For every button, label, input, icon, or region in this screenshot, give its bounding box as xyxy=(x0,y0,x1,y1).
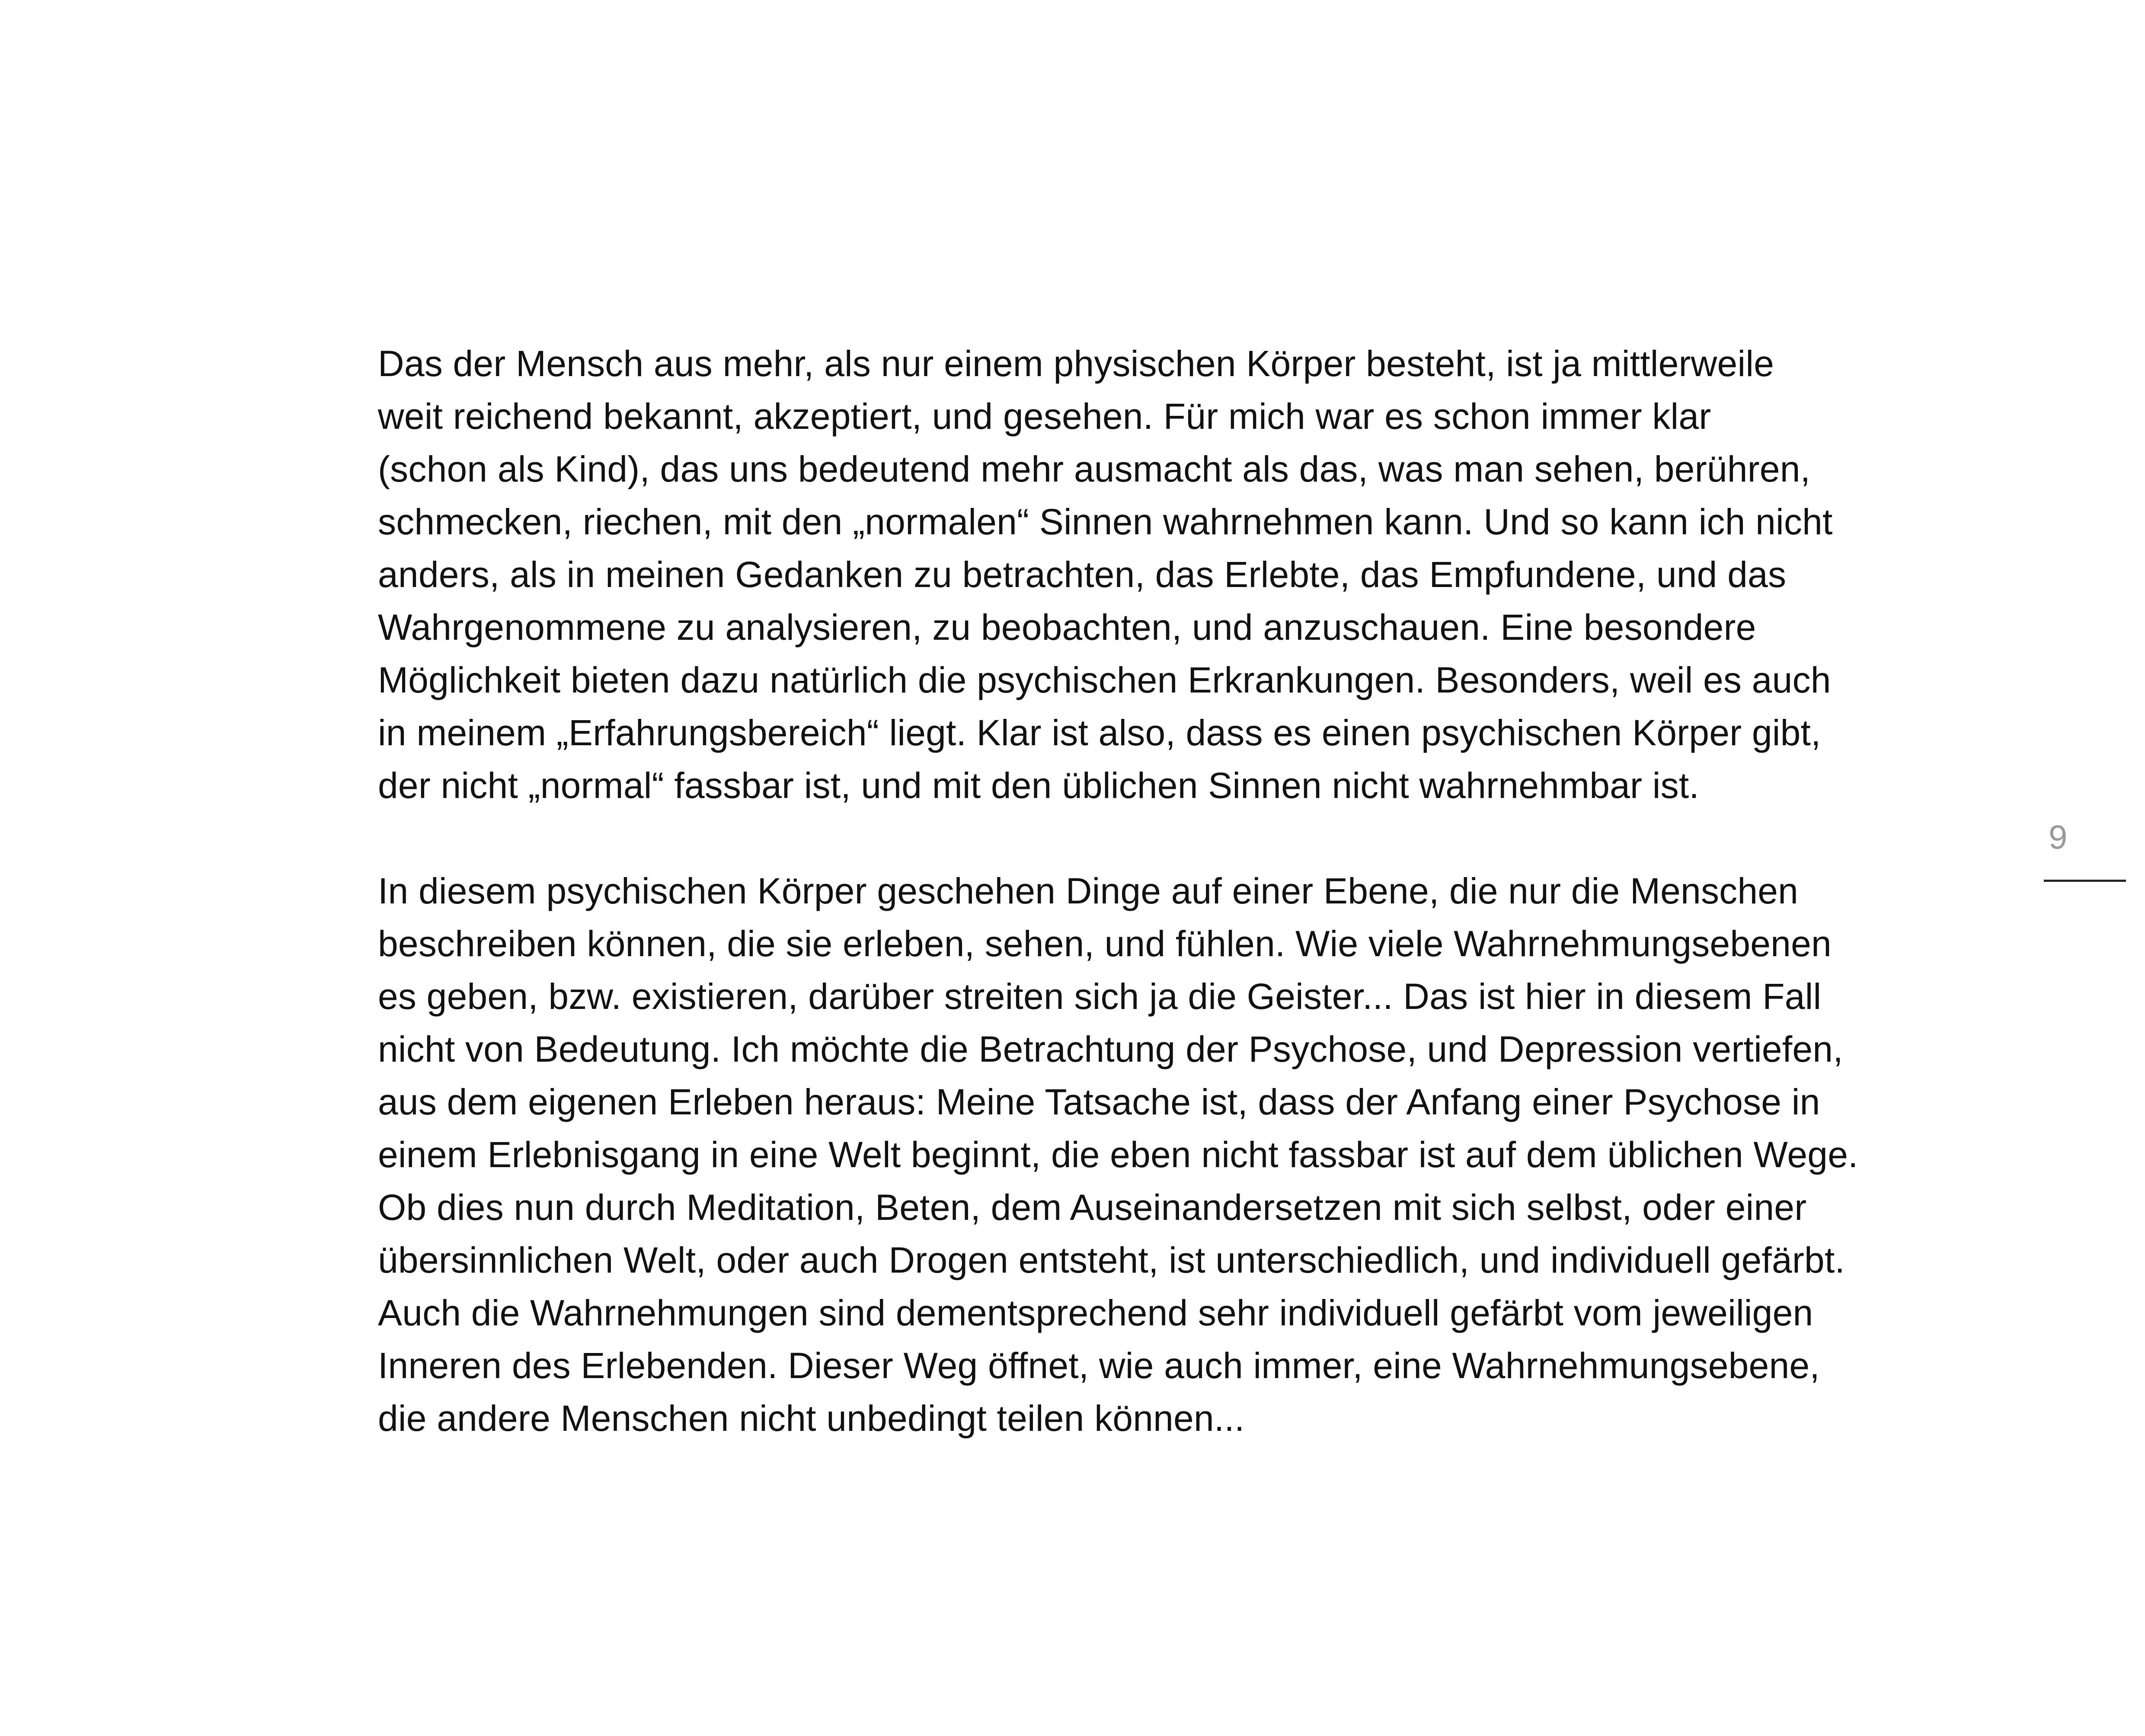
paragraph-line: die andere Menschen nicht unbedingt teilen können... xyxy=(378,1398,1245,1439)
paragraph-line: es geben, bzw. existieren, darüber streiten sich ja die Geister... Das ist hier in diesem Fall xyxy=(378,976,1822,1017)
paragraph-line: Auch die Wahrnehmungen sind dementsprechend sehr individuell gefärbt vom jeweiligen xyxy=(378,1292,1813,1333)
paragraph-line: Inneren des Erlebenden. Dieser Weg öffnet, wie auch immer, eine Wahrnehmungsebene, xyxy=(378,1345,1820,1386)
paragraph-line: schmecken, riechen, mit den „normalen“ Sinnen wahrnehmen kann. Und so kann ich nicht xyxy=(378,501,1833,542)
paragraph-line: nicht von Bedeutung. Ich möchte die Betrachtung der Psychose, und Depression vertiefen, xyxy=(378,1029,1843,1069)
page-number: 9 xyxy=(2049,818,2068,856)
paragraph-line: der nicht „normal“ fassbar ist, und mit den üblichen Sinnen nicht wahrnehmbar ist. xyxy=(378,765,1699,806)
page-number-rule xyxy=(2044,880,2126,882)
paragraph-line: einem Erlebnisgang in eine Welt beginnt, die eben nicht fassbar ist auf dem üblichen Wege. xyxy=(378,1134,1858,1175)
paragraph-line: weit reichend bekannt, akzeptiert, und gesehen. Für mich war es schon immer klar xyxy=(378,396,1711,437)
paragraph-line: anders, als in meinen Gedanken zu betrachten, das Erlebte, das Empfundene, und das xyxy=(378,554,1787,595)
paragraph-line: In diesem psychischen Körper geschehen Dinge auf einer Ebene, die nur die Menschen xyxy=(378,871,1799,911)
paragraph-line: Das der Mensch aus mehr, als nur einem physischen Körper besteht, ist ja mittlerweile xyxy=(378,343,1774,384)
paragraph-line: in meinem „Erfahrungsbereich“ liegt. Klar ist also, dass es einen psychischen Körper gibt, xyxy=(378,712,1821,753)
paragraph-1 xyxy=(378,337,1999,812)
paragraph-line: übersinnlichen Welt, oder auch Drogen entsteht, ist unterschiedlich, und individuell gefärbt. xyxy=(378,1240,1845,1280)
paragraph-line: Ob dies nun durch Meditation, Beten, dem Auseinandersetzen mit sich selbst, oder einer xyxy=(378,1187,1807,1228)
paragraph-line: Wahrgenommene zu analysieren, zu beobachten, und anzuschauen. Eine besondere xyxy=(378,607,1756,648)
paragraph-line: beschreiben können, die sie erleben, sehen, und fühlen. Wie viele Wahrnehmungsebenen xyxy=(378,923,1832,964)
paragraph-line: aus dem eigenen Erleben heraus: Meine Tatsache ist, dass der Anfang einer Psychose in xyxy=(378,1082,1820,1122)
paragraph-2 xyxy=(378,865,1999,1445)
body-text xyxy=(378,337,1999,1445)
paragraph-line: Möglichkeit bieten dazu natürlich die psychischen Erkrankungen. Besonders, weil es auch xyxy=(378,660,1831,700)
paragraph-line: (schon als Kind), das uns bedeutend mehr ausmacht als das, was man sehen, berühren, xyxy=(378,449,1811,489)
